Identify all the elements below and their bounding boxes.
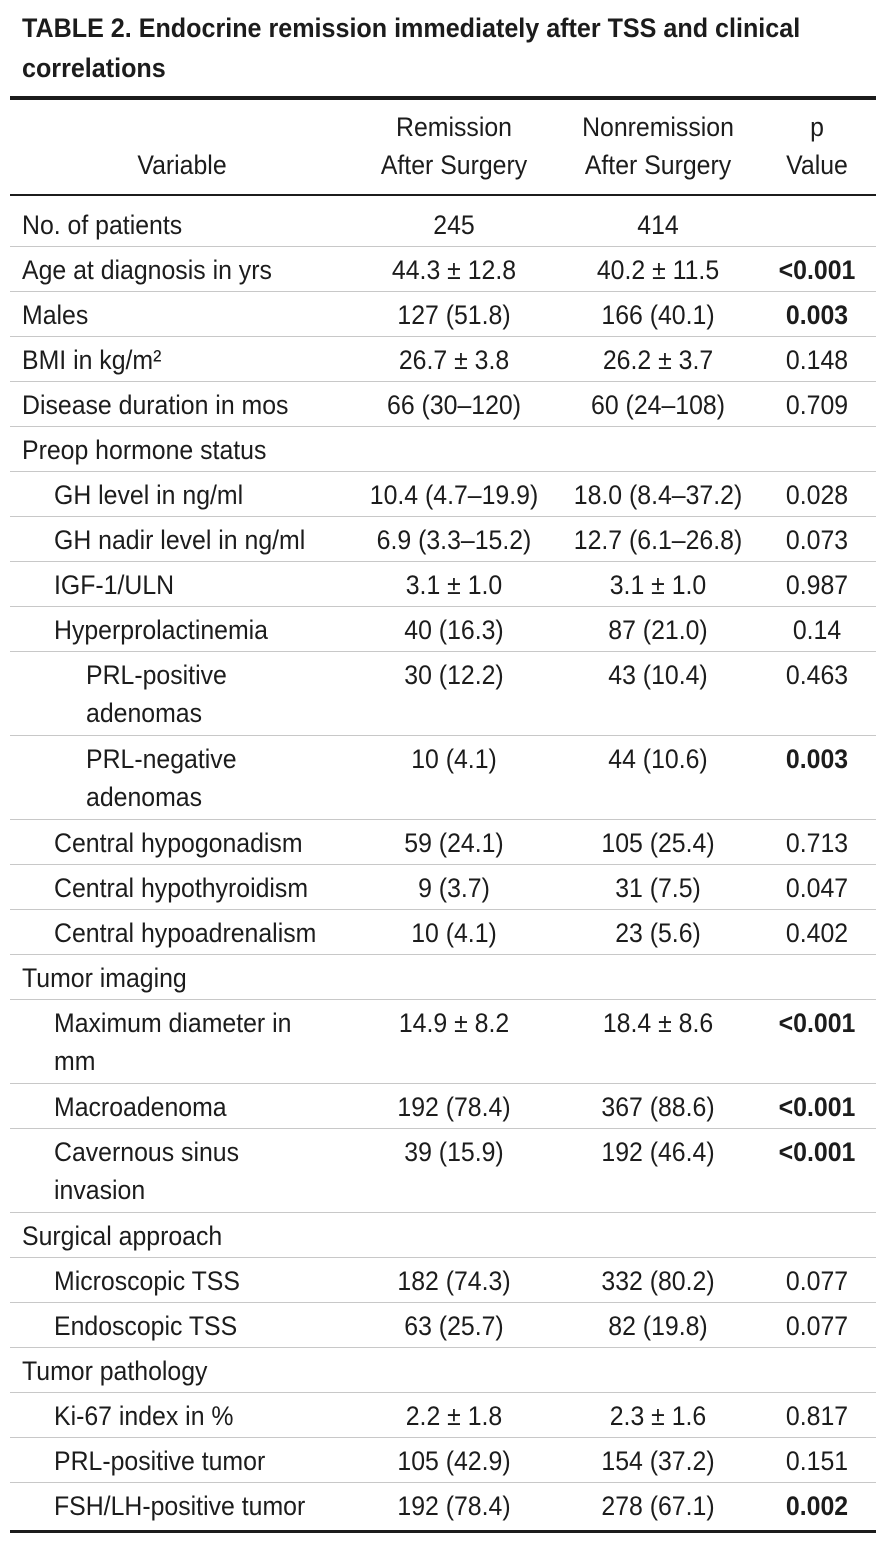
table-row bbox=[10, 1303, 876, 1348]
row-label bbox=[54, 476, 243, 514]
remission-value: 3.1 ± 1.0 bbox=[405, 570, 503, 600]
nonremission-value: 2.3 ± 1.6 bbox=[609, 1401, 707, 1431]
table-row bbox=[10, 910, 876, 955]
remission-value: 14.9 ± 8.2 bbox=[398, 1008, 510, 1038]
remission-value: 59 (24.1) bbox=[404, 828, 504, 858]
row-label-line-2: adenomas bbox=[86, 782, 203, 812]
table-row bbox=[10, 1084, 876, 1129]
nonremission-value: 40.2 ± 11.5 bbox=[596, 255, 720, 285]
row-label-line-1: No. of patients bbox=[22, 210, 183, 240]
row-label-line-1: Endoscopic TSS bbox=[54, 1311, 238, 1341]
table-row bbox=[10, 736, 876, 820]
row-label-line-1: Males bbox=[22, 300, 89, 330]
remission-value: 40 (16.3) bbox=[404, 615, 504, 645]
header-remission: Remission After Surgery bbox=[380, 112, 528, 180]
table-row bbox=[10, 337, 876, 382]
table-row bbox=[10, 1258, 876, 1303]
p-value: 0.463 bbox=[785, 660, 849, 690]
nonremission-value: 26.2 ± 3.7 bbox=[602, 345, 714, 375]
row-label bbox=[54, 1088, 227, 1126]
p-value: 0.709 bbox=[785, 390, 849, 420]
row-label-line-1: Maximum diameter in bbox=[54, 1008, 292, 1038]
table-row bbox=[10, 1129, 876, 1213]
table-row bbox=[10, 652, 876, 736]
remission-value: 6.9 (3.3–15.2) bbox=[376, 525, 532, 555]
table-row bbox=[10, 247, 876, 292]
remission-value: 2.2 ± 1.8 bbox=[405, 1401, 503, 1431]
table-title-line-2: correlations bbox=[22, 53, 166, 83]
remission-value: 66 (30–120) bbox=[387, 390, 521, 420]
row-label bbox=[22, 341, 161, 379]
row-label bbox=[54, 611, 268, 649]
remission-value: 39 (15.9) bbox=[404, 1137, 504, 1167]
row-label-line-1: Surgical approach bbox=[22, 1221, 223, 1251]
table-row bbox=[10, 1483, 876, 1528]
nonremission-value: 18.4 ± 8.6 bbox=[602, 1008, 714, 1038]
nonremission-value: 278 (67.1) bbox=[601, 1491, 715, 1521]
p-value: 0.148 bbox=[785, 345, 849, 375]
remission-value: 10 (4.1) bbox=[411, 918, 497, 948]
row-label-line-1: Central hypoadrenalism bbox=[54, 918, 317, 948]
table-row bbox=[10, 865, 876, 910]
p-value: 0.077 bbox=[785, 1311, 849, 1341]
nonremission-value: 31 (7.5) bbox=[615, 873, 701, 903]
row-label-line-1: FSH/LH-positive tumor bbox=[54, 1491, 306, 1521]
row-label bbox=[54, 824, 303, 862]
row-label-line-1: Tumor imaging bbox=[22, 963, 187, 993]
header-nonremission: Nonremission After Surgery bbox=[582, 112, 734, 180]
p-value: 0.713 bbox=[785, 828, 849, 858]
p-value: 0.003 bbox=[785, 300, 849, 330]
nonremission-value: 44 (10.6) bbox=[608, 744, 708, 774]
table-top-rule bbox=[10, 96, 876, 100]
row-label bbox=[54, 1262, 240, 1300]
p-value: 0.002 bbox=[785, 1491, 849, 1521]
p-value: 0.14 bbox=[792, 615, 842, 645]
row-label bbox=[54, 1307, 237, 1345]
remission-value: 182 (74.3) bbox=[397, 1266, 511, 1296]
row-label bbox=[22, 296, 88, 334]
remission-value: 245 bbox=[433, 210, 475, 240]
row-label bbox=[54, 1487, 305, 1525]
p-value: 0.003 bbox=[785, 744, 849, 774]
table-row bbox=[10, 1438, 876, 1483]
p-value: <0.001 bbox=[778, 255, 856, 285]
row-label bbox=[22, 1217, 222, 1255]
table-row bbox=[10, 1348, 876, 1393]
row-label bbox=[22, 1352, 207, 1390]
row-label-line-1: Preop hormone status bbox=[22, 435, 267, 465]
table-row bbox=[10, 1393, 876, 1438]
remission-value: 127 (51.8) bbox=[397, 300, 511, 330]
row-label-line-1: BMI in kg/m² bbox=[22, 345, 162, 375]
row-label bbox=[22, 431, 266, 469]
row-label-line-1: Tumor pathology bbox=[22, 1356, 208, 1386]
nonremission-value: 60 (24–108) bbox=[591, 390, 725, 420]
p-value: 0.028 bbox=[785, 480, 849, 510]
row-label bbox=[22, 206, 182, 244]
table-row bbox=[10, 292, 876, 337]
table-row bbox=[10, 427, 876, 472]
row-label-line-1: Age at diagnosis in yrs bbox=[22, 255, 272, 285]
nonremission-value: 332 (80.2) bbox=[601, 1266, 715, 1296]
row-label-line-1: IGF-1/ULN bbox=[54, 570, 175, 600]
nonremission-value: 82 (19.8) bbox=[608, 1311, 708, 1341]
row-label bbox=[86, 656, 227, 732]
header-p-value: p Value bbox=[786, 112, 848, 180]
table-row bbox=[10, 562, 876, 607]
table-row bbox=[10, 607, 876, 652]
row-label-line-1: Ki-67 index in % bbox=[54, 1401, 234, 1431]
row-label bbox=[54, 869, 308, 907]
nonremission-value: 166 (40.1) bbox=[601, 300, 715, 330]
row-label bbox=[22, 959, 187, 997]
row-label bbox=[22, 251, 272, 289]
remission-value: 26.7 ± 3.8 bbox=[398, 345, 510, 375]
p-value: <0.001 bbox=[778, 1137, 856, 1167]
row-label bbox=[54, 1133, 239, 1209]
row-label-line-1: Hyperprolactinemia bbox=[54, 615, 269, 645]
row-label bbox=[86, 740, 237, 816]
p-value: 0.987 bbox=[785, 570, 849, 600]
row-label-line-1: GH level in ng/ml bbox=[54, 480, 244, 510]
table-row bbox=[10, 382, 876, 427]
table-row bbox=[10, 820, 876, 865]
p-value: 0.151 bbox=[785, 1446, 849, 1476]
row-label-line-1: Macroadenoma bbox=[54, 1092, 227, 1122]
table-bottom-rule bbox=[10, 1530, 876, 1533]
table-row bbox=[10, 1213, 876, 1258]
row-label-line-1: Microscopic TSS bbox=[54, 1266, 240, 1296]
nonremission-value: 87 (21.0) bbox=[608, 615, 708, 645]
row-label-line-1: Disease duration in mos bbox=[22, 390, 289, 420]
p-value: 0.047 bbox=[785, 873, 849, 903]
row-label bbox=[54, 914, 316, 952]
table-row bbox=[10, 1000, 876, 1084]
nonremission-value: 105 (25.4) bbox=[601, 828, 715, 858]
row-label bbox=[54, 566, 174, 604]
nonremission-value: 154 (37.2) bbox=[601, 1446, 715, 1476]
remission-value: 63 (25.7) bbox=[404, 1311, 504, 1341]
remission-value: 30 (12.2) bbox=[404, 660, 504, 690]
nonremission-value: 367 (88.6) bbox=[601, 1092, 715, 1122]
p-value: 0.073 bbox=[785, 525, 849, 555]
row-label-line-1: Central hypogonadism bbox=[54, 828, 303, 858]
row-label bbox=[54, 521, 305, 559]
row-label bbox=[22, 386, 288, 424]
nonremission-value: 3.1 ± 1.0 bbox=[609, 570, 707, 600]
row-label-line-1: PRL-positive bbox=[86, 660, 227, 690]
row-label bbox=[54, 1004, 291, 1080]
remission-value: 192 (78.4) bbox=[397, 1092, 511, 1122]
header-variable: Variable bbox=[137, 150, 227, 180]
remission-value: 105 (42.9) bbox=[397, 1446, 511, 1476]
table-title bbox=[22, 8, 813, 88]
remission-value: 10 (4.1) bbox=[411, 744, 497, 774]
nonremission-value: 12.7 (6.1–26.8) bbox=[573, 525, 743, 555]
row-label-line-2: mm bbox=[54, 1046, 96, 1076]
remission-value: 192 (78.4) bbox=[397, 1491, 511, 1521]
row-label bbox=[54, 1397, 234, 1435]
row-label bbox=[54, 1442, 265, 1480]
row-label-line-2: invasion bbox=[54, 1175, 146, 1205]
table-title-line-1: TABLE 2. Endocrine remission immediately after TSS and clinical bbox=[22, 13, 801, 43]
table-row bbox=[10, 955, 876, 1000]
p-value: 0.402 bbox=[785, 918, 849, 948]
row-label-line-1: Central hypothyroidism bbox=[54, 873, 309, 903]
remission-value: 9 (3.7) bbox=[418, 873, 490, 903]
p-value: <0.001 bbox=[778, 1008, 856, 1038]
row-label-line-1: Cavernous sinus bbox=[54, 1137, 240, 1167]
row-label-line-1: PRL-positive tumor bbox=[54, 1446, 266, 1476]
remission-value: 10.4 (4.7–19.9) bbox=[369, 480, 539, 510]
header-rule bbox=[10, 194, 876, 196]
nonremission-value: 23 (5.6) bbox=[615, 918, 701, 948]
table-row bbox=[10, 472, 876, 517]
row-label-line-1: GH nadir level in ng/ml bbox=[54, 525, 306, 555]
remission-value: 44.3 ± 12.8 bbox=[391, 255, 517, 285]
row-label-line-2: adenomas bbox=[86, 698, 203, 728]
nonremission-value: 18.0 (8.4–37.2) bbox=[573, 480, 743, 510]
table-row bbox=[10, 517, 876, 562]
nonremission-value: 414 bbox=[637, 210, 679, 240]
p-value: 0.817 bbox=[785, 1401, 849, 1431]
p-value: <0.001 bbox=[778, 1092, 856, 1122]
nonremission-value: 192 (46.4) bbox=[601, 1137, 715, 1167]
table-row bbox=[10, 202, 876, 247]
row-label-line-1: PRL-negative bbox=[86, 744, 237, 774]
p-value: 0.077 bbox=[785, 1266, 849, 1296]
nonremission-value: 43 (10.4) bbox=[608, 660, 708, 690]
